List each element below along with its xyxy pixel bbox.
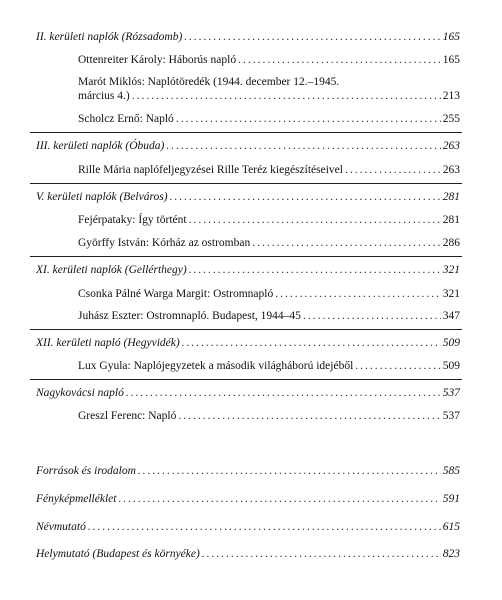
dot-leader [303, 309, 441, 323]
page-number: 615 [442, 521, 460, 533]
appendix-title: Helymutató (Budapest és környéke) [36, 548, 200, 560]
entry-title: Greszl Ferenc: Napló [78, 410, 177, 422]
toc-section-ii[interactable] [36, 30, 460, 44]
divider [30, 329, 462, 330]
page-number: 281 [442, 214, 460, 226]
dot-leader [184, 30, 440, 44]
page-number: 263 [442, 164, 460, 176]
page-number: 255 [442, 113, 460, 125]
toc-section-xii[interactable] [36, 336, 460, 350]
section-title: XI. kerületi naplók (Gellérthegy) [36, 264, 187, 276]
page-number: 321 [442, 264, 460, 276]
dot-leader [252, 236, 441, 250]
divider [30, 379, 462, 380]
section-title: XII. kerületi napló (Hegyvidék) [36, 337, 180, 349]
toc-entry[interactable] [78, 163, 460, 177]
entry-title: Csonka Pálné Warga Margit: Ostromnapló [78, 288, 274, 300]
entry-title: Scholcz Ernő: Napló [78, 113, 174, 125]
entry-title: Fejérpataky: Így történt [78, 214, 187, 226]
toc-appendix-photos[interactable] [36, 492, 460, 506]
toc-entry[interactable] [78, 287, 460, 301]
divider [30, 183, 462, 184]
page-number: 537 [442, 387, 460, 399]
section-title: V. kerületi naplók (Belváros) [36, 191, 168, 203]
toc-entry[interactable] [78, 53, 460, 67]
dot-leader [238, 53, 441, 67]
entry-title: Ottenreiter Károly: Háborús napló [78, 54, 237, 66]
dot-leader [118, 492, 440, 506]
dot-leader [176, 112, 441, 126]
appendix-title: Fényképmelléklet [36, 493, 117, 505]
dot-leader [170, 190, 441, 204]
entry-title: Rille Mária naplófeljegyzései Rille Teréz kiegészítéseivel [78, 164, 343, 176]
page-number: 286 [442, 237, 460, 249]
page-number: 281 [442, 191, 460, 203]
dot-leader [138, 464, 441, 478]
dot-leader [189, 213, 441, 227]
divider [30, 256, 462, 257]
page-number: 823 [442, 548, 460, 560]
dot-leader [275, 287, 441, 301]
page-number: 347 [442, 310, 460, 322]
section-title: III. kerületi naplók (Óbuda) [36, 140, 165, 152]
toc-entry[interactable] [78, 213, 460, 227]
toc-section-xi[interactable] [36, 263, 460, 277]
dot-leader [189, 263, 441, 277]
entry-title: Györffy István: Kórház az ostromban [78, 237, 251, 249]
toc-appendix-name-index[interactable] [36, 520, 460, 534]
page-number: 585 [442, 465, 460, 477]
page-number: 509 [442, 337, 460, 349]
toc-entry[interactable] [78, 409, 460, 423]
toc-section-iii[interactable] [36, 139, 460, 153]
toc-entry[interactable] [78, 236, 460, 250]
section-title: Nagykovácsi napló [36, 387, 124, 399]
dot-leader [126, 386, 441, 400]
page-number: 509 [442, 360, 460, 372]
toc-entry[interactable] [78, 359, 460, 373]
dot-leader [166, 139, 440, 153]
appendix-title: Források és irodalom [36, 465, 136, 477]
page-number: 537 [442, 410, 460, 422]
dot-leader [202, 547, 441, 561]
toc-entry[interactable] [78, 112, 460, 126]
dot-leader [88, 520, 441, 534]
page-number: 165 [442, 54, 460, 66]
dot-leader [182, 336, 441, 350]
page-number: 321 [442, 288, 460, 300]
toc-section-v[interactable] [36, 190, 460, 204]
toc-entry[interactable] [78, 89, 460, 103]
entry-title: március 4.) [78, 90, 130, 102]
page-number: 263 [442, 140, 460, 152]
dot-leader [178, 409, 440, 423]
toc-appendix-place-index[interactable] [36, 547, 460, 561]
page-number: 591 [442, 493, 460, 505]
divider [30, 132, 462, 133]
page-number: 213 [442, 90, 460, 102]
appendix-title: Névmutató [36, 521, 86, 533]
toc-entry[interactable] [78, 309, 460, 323]
section-title: II. kerületi naplók (Rózsadomb) [36, 31, 183, 43]
toc-section-nagykovacsi[interactable] [36, 386, 460, 400]
entry-title: Juhász Eszter: Ostromnapló. Budapest, 1944–45 [78, 310, 301, 322]
dot-leader [345, 163, 441, 177]
toc-appendix-sources[interactable] [36, 464, 460, 478]
entry-title-line1: Marót Miklós: Naplótöredék (1944. december 12.–1945. [78, 76, 340, 88]
page-number: 165 [442, 31, 460, 43]
dot-leader [355, 359, 440, 373]
dot-leader [132, 89, 441, 103]
entry-title: Lux Gyula: Naplójegyzetek a második világháború idejéből [78, 360, 354, 372]
